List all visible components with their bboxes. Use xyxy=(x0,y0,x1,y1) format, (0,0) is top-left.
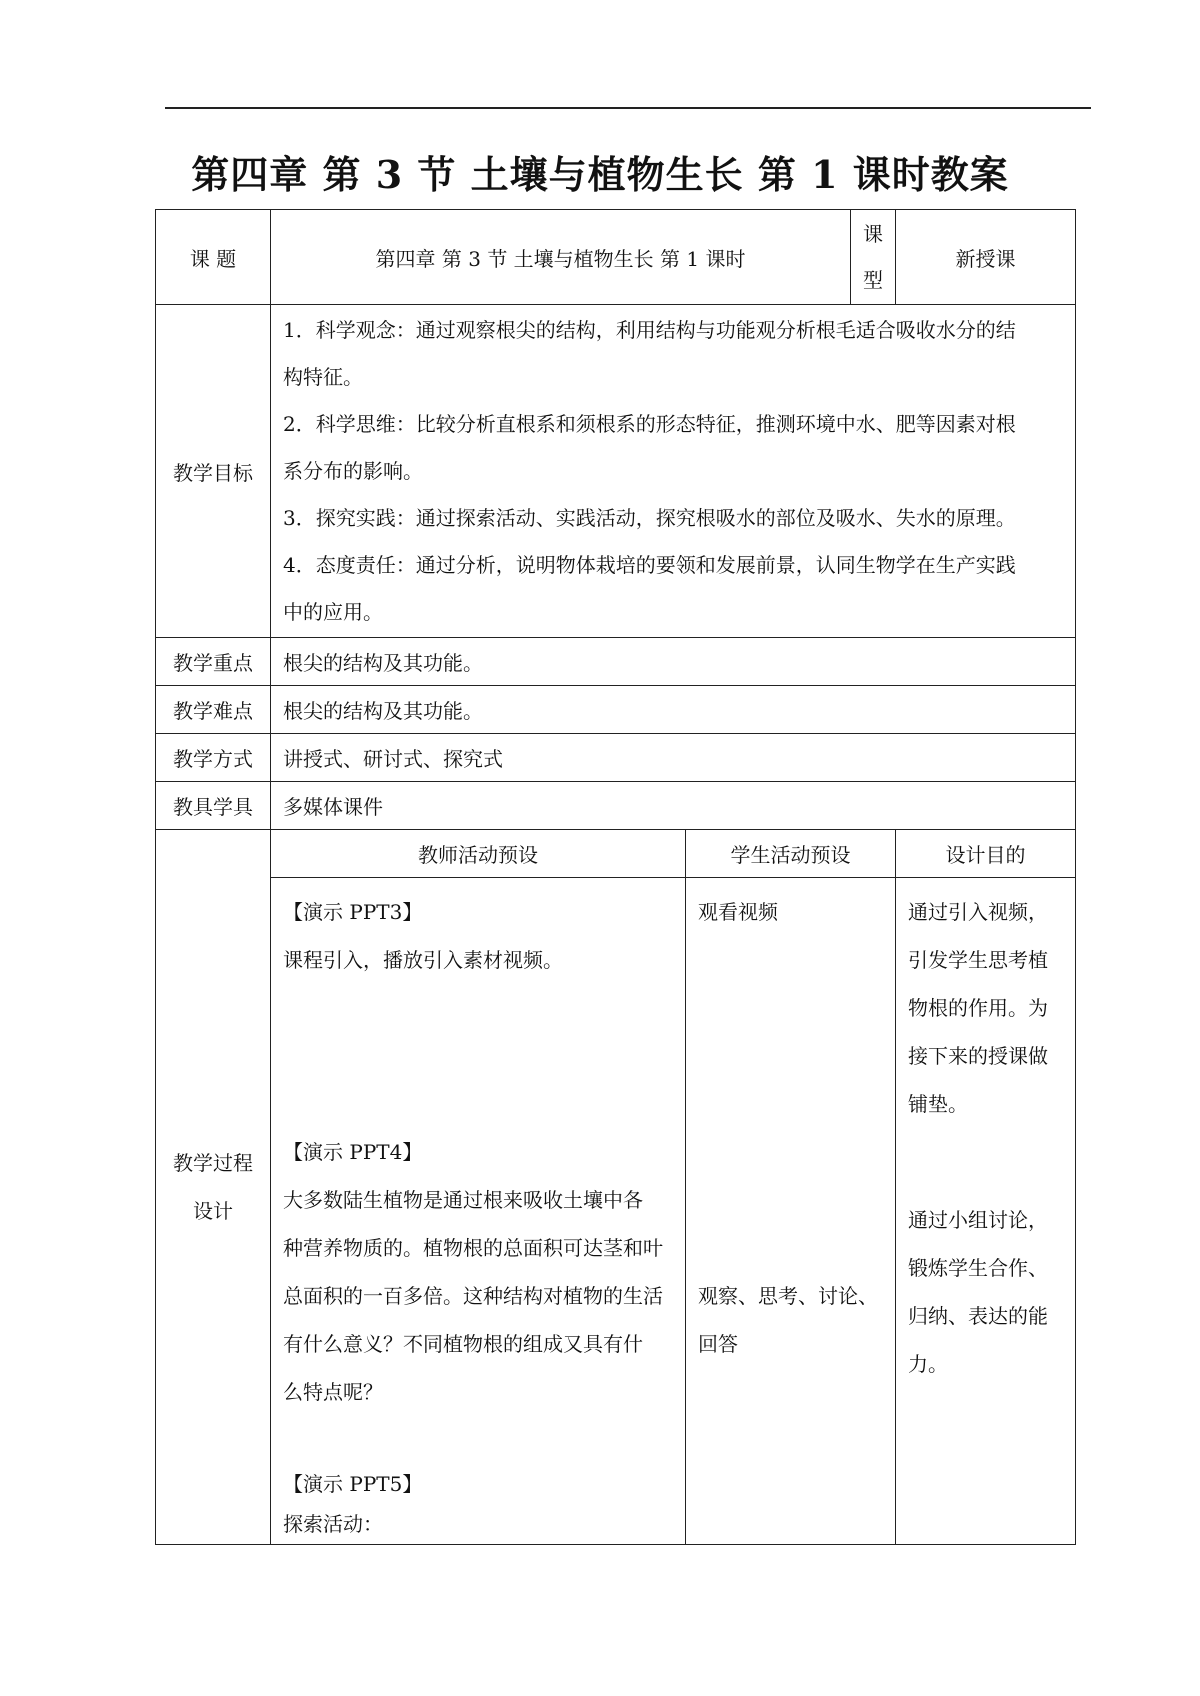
ppt4-line: 有什么意义？不同植物根的组成又具有什 xyxy=(283,1332,643,1356)
difficulty-row xyxy=(156,686,1076,734)
key-point-value: 根尖的结构及其功能。 xyxy=(271,638,1076,686)
purpose-cell xyxy=(896,878,1076,1545)
purpose-line: 归纳、表达的能 xyxy=(908,1304,1049,1328)
topic-value: 第四章 第 3 节 土壤与植物生长 第 1 课时 xyxy=(271,210,851,305)
purpose-line: 锻炼学生合作、 xyxy=(908,1256,1049,1280)
objectives-label: 教学目标 xyxy=(156,305,271,638)
method-label: 教学方式 xyxy=(156,734,271,782)
purpose-line: 物根的作用。为 xyxy=(908,996,1049,1020)
method-row xyxy=(156,734,1076,782)
objective-line: 3．探究实践：通过探索活动、实践活动，探究根吸水的部位及吸水、失水的原理。 xyxy=(283,505,1016,530)
key-point-row xyxy=(156,638,1076,686)
objective-line: 中的应用。 xyxy=(283,599,383,624)
ppt5-text: 探索活动： xyxy=(283,1512,383,1536)
ppt4-line: 种营养物质的。植物根的总面积可达茎和叶 xyxy=(283,1236,663,1260)
type-label xyxy=(851,210,896,305)
student-activity-cell xyxy=(686,878,896,1545)
col-header-student: 学生活动预设 xyxy=(686,830,896,878)
student-item-2-line2: 回答 xyxy=(698,1332,738,1356)
difficulty-label: 教学难点 xyxy=(156,686,271,734)
student-item-1: 观看视频 xyxy=(698,900,778,924)
objectives-row xyxy=(156,305,1076,638)
tools-label: 教具学具 xyxy=(156,782,271,830)
purpose-line: 接下来的授课做 xyxy=(908,1044,1049,1068)
tools-row xyxy=(156,782,1076,830)
type-value: 新授课 xyxy=(896,210,1076,305)
student-item-2-line1: 观察、思考、讨论、 xyxy=(698,1284,878,1308)
key-point-label: 教学重点 xyxy=(156,638,271,686)
col-header-teacher: 教师活动预设 xyxy=(271,830,686,878)
method-value: 讲授式、研讨式、探究式 xyxy=(271,734,1076,782)
objectives-cell xyxy=(271,305,1076,638)
purpose-line: 力。 xyxy=(908,1352,949,1376)
ppt4-line: 么特点呢？ xyxy=(283,1380,383,1404)
ppt3-text: 课程引入，播放引入素材视频。 xyxy=(283,948,563,972)
process-body-row xyxy=(156,878,1076,1545)
ppt3-title: 【演示 PPT3】 xyxy=(283,900,423,924)
type-label-top: 课 xyxy=(863,222,884,246)
process-label-line2: 设计 xyxy=(193,1199,233,1223)
topic-row xyxy=(156,210,1076,305)
header-rule xyxy=(165,107,1091,109)
difficulty-value: 根尖的结构及其功能。 xyxy=(271,686,1076,734)
ppt4-title: 【演示 PPT4】 xyxy=(283,1140,423,1164)
process-label-line1: 教学过程 xyxy=(173,1151,253,1175)
ppt5-title: 【演示 PPT5】 xyxy=(283,1472,423,1496)
objective-line: 1．科学观念：通过观察根尖的结构，利用结构与功能观分析根毛适合吸收水分的结 xyxy=(283,317,1016,342)
lesson-plan-table xyxy=(155,209,1076,1545)
tools-value: 多媒体课件 xyxy=(271,782,1076,830)
ppt4-line: 总面积的一百多倍。这种结构对植物的生活 xyxy=(283,1284,663,1308)
objective-line: 2．科学思维：比较分析直根系和须根系的形态特征，推测环境中水、肥等因素对根 xyxy=(283,411,1016,436)
topic-label: 课 题 xyxy=(156,210,271,305)
purpose-line: 铺垫。 xyxy=(908,1092,969,1116)
teacher-activity-cell xyxy=(271,878,686,1545)
process-label xyxy=(156,830,271,1545)
objective-line: 系分布的影响。 xyxy=(283,458,423,483)
objective-line: 构特征。 xyxy=(283,364,363,389)
type-label-bottom: 型 xyxy=(863,268,884,292)
col-header-purpose: 设计目的 xyxy=(896,830,1076,878)
process-header-row xyxy=(156,830,1076,878)
purpose-line: 通过小组讨论， xyxy=(908,1208,1049,1232)
page-title: 第四章 第 3 节 土壤与植物生长 第 1 课时教案 xyxy=(191,152,1009,197)
purpose-line: 引发学生思考植 xyxy=(908,948,1049,972)
ppt4-line: 大多数陆生植物是通过根来吸收土壤中各 xyxy=(283,1188,643,1212)
objective-line: 4．态度责任：通过分析，说明物体栽培的要领和发展前景，认同生物学在生产实践 xyxy=(283,552,1016,577)
purpose-line: 通过引入视频， xyxy=(908,900,1049,924)
